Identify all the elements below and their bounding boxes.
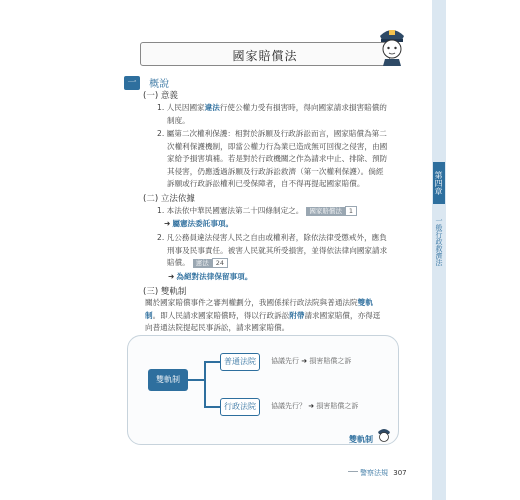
text-line: 其侵害，仍應透過訴願及行政訴訟救濟（第一次權利保護）。倘經 — [167, 166, 384, 176]
text-line: 訴願或行政訴訟權利已受保障者，自不得再提起國家賠償。 — [167, 179, 365, 188]
text-span: 行使公權力受有損害時，得向國家請求損害賠償的 — [219, 103, 387, 112]
note-text: 屬憲法委託事項。 — [172, 219, 234, 228]
dual-track-paragraph — [145, 297, 429, 335]
subheading-dual-track: (三) 雙軌制 — [143, 287, 187, 297]
basis-item-1 — [157, 205, 427, 218]
text-line: 賠償。 — [167, 258, 190, 267]
source-tag: 國家賠償法 — [306, 207, 345, 216]
mascot-small-icon — [376, 426, 392, 442]
note-text: 為絕對法律保留事項。 — [176, 272, 253, 281]
connector-line — [204, 406, 220, 408]
meaning-item-1 — [157, 102, 427, 127]
highlight-text: 附帶 — [289, 310, 305, 320]
text-span: 關於國家賠償事件之審判權劃分，我國係採行政法院與普通法院 — [145, 298, 358, 307]
basis-note-1 — [164, 218, 233, 229]
highlight-text: 制 — [145, 310, 153, 320]
diagram-label: 雙軌制 — [349, 435, 373, 444]
text-line: 2. 屬第二次權利保護：相對於訴願及行政訴訟而言，國家賠償為第二 — [157, 129, 387, 138]
text-line: 家給予損害填補。若是對於行政機關之作為請求中止、排除、預防 — [167, 154, 388, 163]
flow-result: 損害賠償之訴 — [309, 357, 352, 365]
text-line: 刑事及民事責任。被害人民就其所受損害，並得依法律向國家請求 — [167, 245, 388, 255]
page-title: 國家賠償法 — [232, 49, 298, 63]
subheading-legal-basis: (二) 立法依據 — [143, 194, 195, 204]
page-title-box — [140, 42, 390, 66]
text-span: 制度。 — [167, 115, 190, 125]
text-line: 次權利保護機制，即當公權力行為業已造成無可回復之侵害，由國 — [167, 141, 388, 151]
text-line: 2. 凡公務員違法侵害人民之自由或權利者，除依法律受懲戒外，應負 — [157, 233, 387, 242]
basis-note-2 — [168, 271, 252, 282]
connector-line — [188, 379, 204, 381]
source-tag: 憲法 — [193, 259, 212, 268]
flow-step: 協議先行？ — [271, 402, 306, 410]
section-label: 概說 — [149, 79, 170, 90]
page-footer — [360, 468, 407, 478]
source-tag-number: 24 — [212, 258, 228, 268]
branch-civil-court: 普通法院 — [220, 353, 260, 371]
connector-line — [204, 361, 220, 363]
text-span: 1. 本法依中華民國憲法第二十四條制定之。 — [157, 206, 304, 215]
text-line: 向普通法院提起民事訴訟，請求國家賠償。 — [145, 323, 290, 332]
connector-line — [204, 361, 206, 406]
flow-result: 損害賠償之訴 — [316, 402, 359, 410]
highlight-text: 雙軌 — [357, 298, 373, 307]
meaning-item-2 — [157, 128, 427, 191]
arrow-right-icon: ➜ — [168, 272, 175, 281]
subheading-meaning: (一) 意義 — [143, 91, 178, 101]
police-mascot-icon — [375, 22, 409, 66]
dual-track-diagram — [127, 335, 399, 445]
page-number: 307 — [393, 469, 407, 477]
flow-step: 協議先行 — [271, 357, 299, 365]
text-span: 請求國家賠償，亦得逕 — [304, 310, 381, 320]
chapter-tab[interactable]: 第四章 — [433, 162, 445, 204]
source-tag-number: 1 — [345, 206, 357, 216]
section-number: 一 — [124, 76, 140, 90]
footer-book-title: 警察法規 — [360, 469, 388, 477]
basis-item-2 — [157, 232, 427, 270]
arrow-right-icon: ➜ — [164, 219, 171, 228]
text-span: 1. 人民因國家 — [157, 103, 205, 112]
branch-civil-flow — [271, 356, 351, 366]
chapter-subtitle: 一般行政救濟法 — [435, 216, 443, 266]
highlight-text: 違法 — [204, 103, 220, 112]
diagram-root-node: 雙軌制 — [148, 369, 188, 391]
text-span: 。即人民請求國家賠償時，得以行政訴訟 — [152, 310, 290, 320]
arrow-right-icon: ➜ — [301, 357, 308, 365]
arrow-right-icon: ➜ — [308, 402, 315, 410]
footer-rule — [348, 471, 358, 472]
branch-admin-flow — [271, 401, 358, 411]
branch-admin-court: 行政法院 — [220, 398, 260, 416]
